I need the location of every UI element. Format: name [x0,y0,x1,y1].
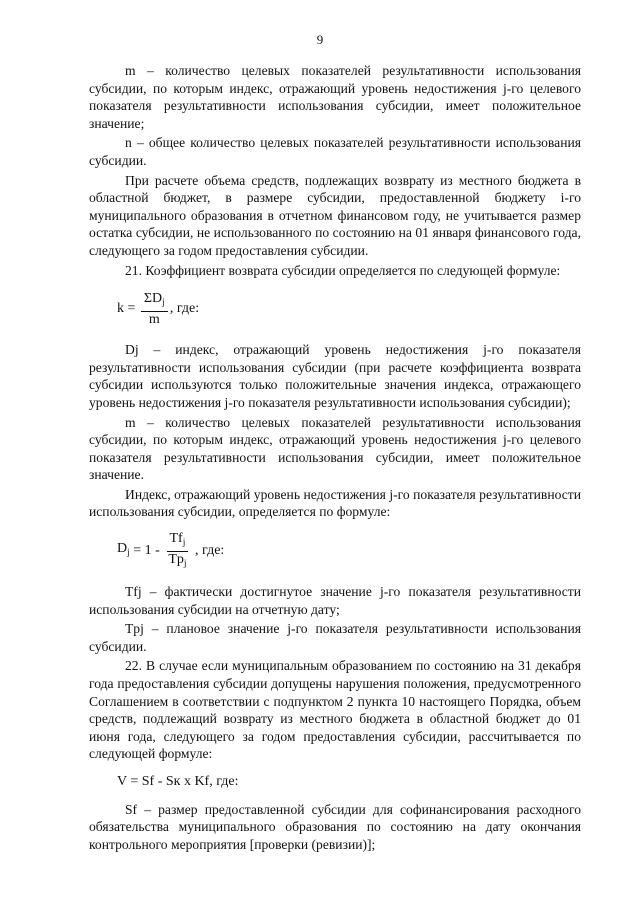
paragraph-22: 22. В случае если муниципальным образованием по состоянию на 31 декабря года предоставления субсидии допущены нарушения положения, предусмотренного Соглашением в соответствии с подпунктом 2 пункта 10 настоящего Порядка, объем средств, подлежащий возврату из местного бюджета в областной бюджет до 01 июня года, следующего за годом предоставления субсидии, рассчитывается по следующей формуле: [89,658,581,762]
paragraph-index-intro: Индекс, отражающий уровень недостижения j-го показателя результативности использования субсидии, определяется по формуле: [89,486,581,520]
paragraph-dj-definition: Dj – индекс, отражающий уровень недостижения j-го показателя результативности использования субсидии (при расчете коэффициента возврата субсидии используются только положительные значения индекса, отражающего уровень недостижения j-го показателя результативности использования субсидии); [89,342,581,410]
paragraph-remainder-note: При расчете объема средств, подлежащих возврату из местного бюджета в областной бюджет, в размере субсидии, предоставленной бюджету i-го муниципального образования в отчетном финансовом году, не учитывается размер остатка субсидии, не использованного по состоянию на 01 января финансового года, следующего за годом предоставления субсидии. [89,172,581,258]
formula-k [117,289,581,329]
formula-dj-tail: , где: [191,543,225,559]
formula-k-numerator: $\Sigma D_j$ [141,291,168,312]
formula-dj-fraction [165,531,189,572]
formula-dj [117,531,581,571]
paragraph-n-definition: n – общее количество целевых показателей результативности использования субсидии. [89,135,581,168]
formula-dj-denominator: $Tp_j$ [168,551,187,569]
paragraph-tfj-definition: Tfj – фактически достигнутое значение j-го показателя результативности использования субсидии на отчетную дату; [89,584,581,617]
paragraph-m-definition: m – количество целевых показателей результативности использования субсидии, по которым индекс, отражающий уровень недостижения j-го целевого показателя результативности использования субсидии, имеет положительное значение; [89,63,581,131]
formula-k-fraction [141,291,168,327]
document-body [89,62,581,855]
paragraph-sf-definition: Sf – размер предоставленной субсидии для софинансирования расходного обязательства муниципального образования по состоянию на дату окончания контрольного мероприятия [проверки (ревизии)]; [89,801,581,852]
formula-v: V = Sf - Sк x Kf, где: [117,774,239,789]
formula-k-tail: , где: [169,301,200,317]
paragraph-tpj-definition: Tpj – плановое значение j-го показателя результативности использования субсидии. [89,621,581,654]
formula-dj-lhs: $D_j$ [117,540,130,558]
paragraph-m-definition-2: m – количество целевых показателей результативности использования субсидии, по которым индекс, отражающий уровень недостижения j-го целевого показателя результативности использования субсидии, имеет положительное значение. [89,414,581,483]
page-number: 9 [316,32,324,47]
formula-dj-mid: = 1 - [129,543,164,559]
formula-k-denominator: m [148,312,160,328]
formula-k-lhs: k = [117,301,139,317]
formula-dj-numerator: $Tf_j$ [167,531,189,552]
paragraph-21: 21. Коэффициент возврата субсидии определяется по следующей формуле: [125,262,561,278]
